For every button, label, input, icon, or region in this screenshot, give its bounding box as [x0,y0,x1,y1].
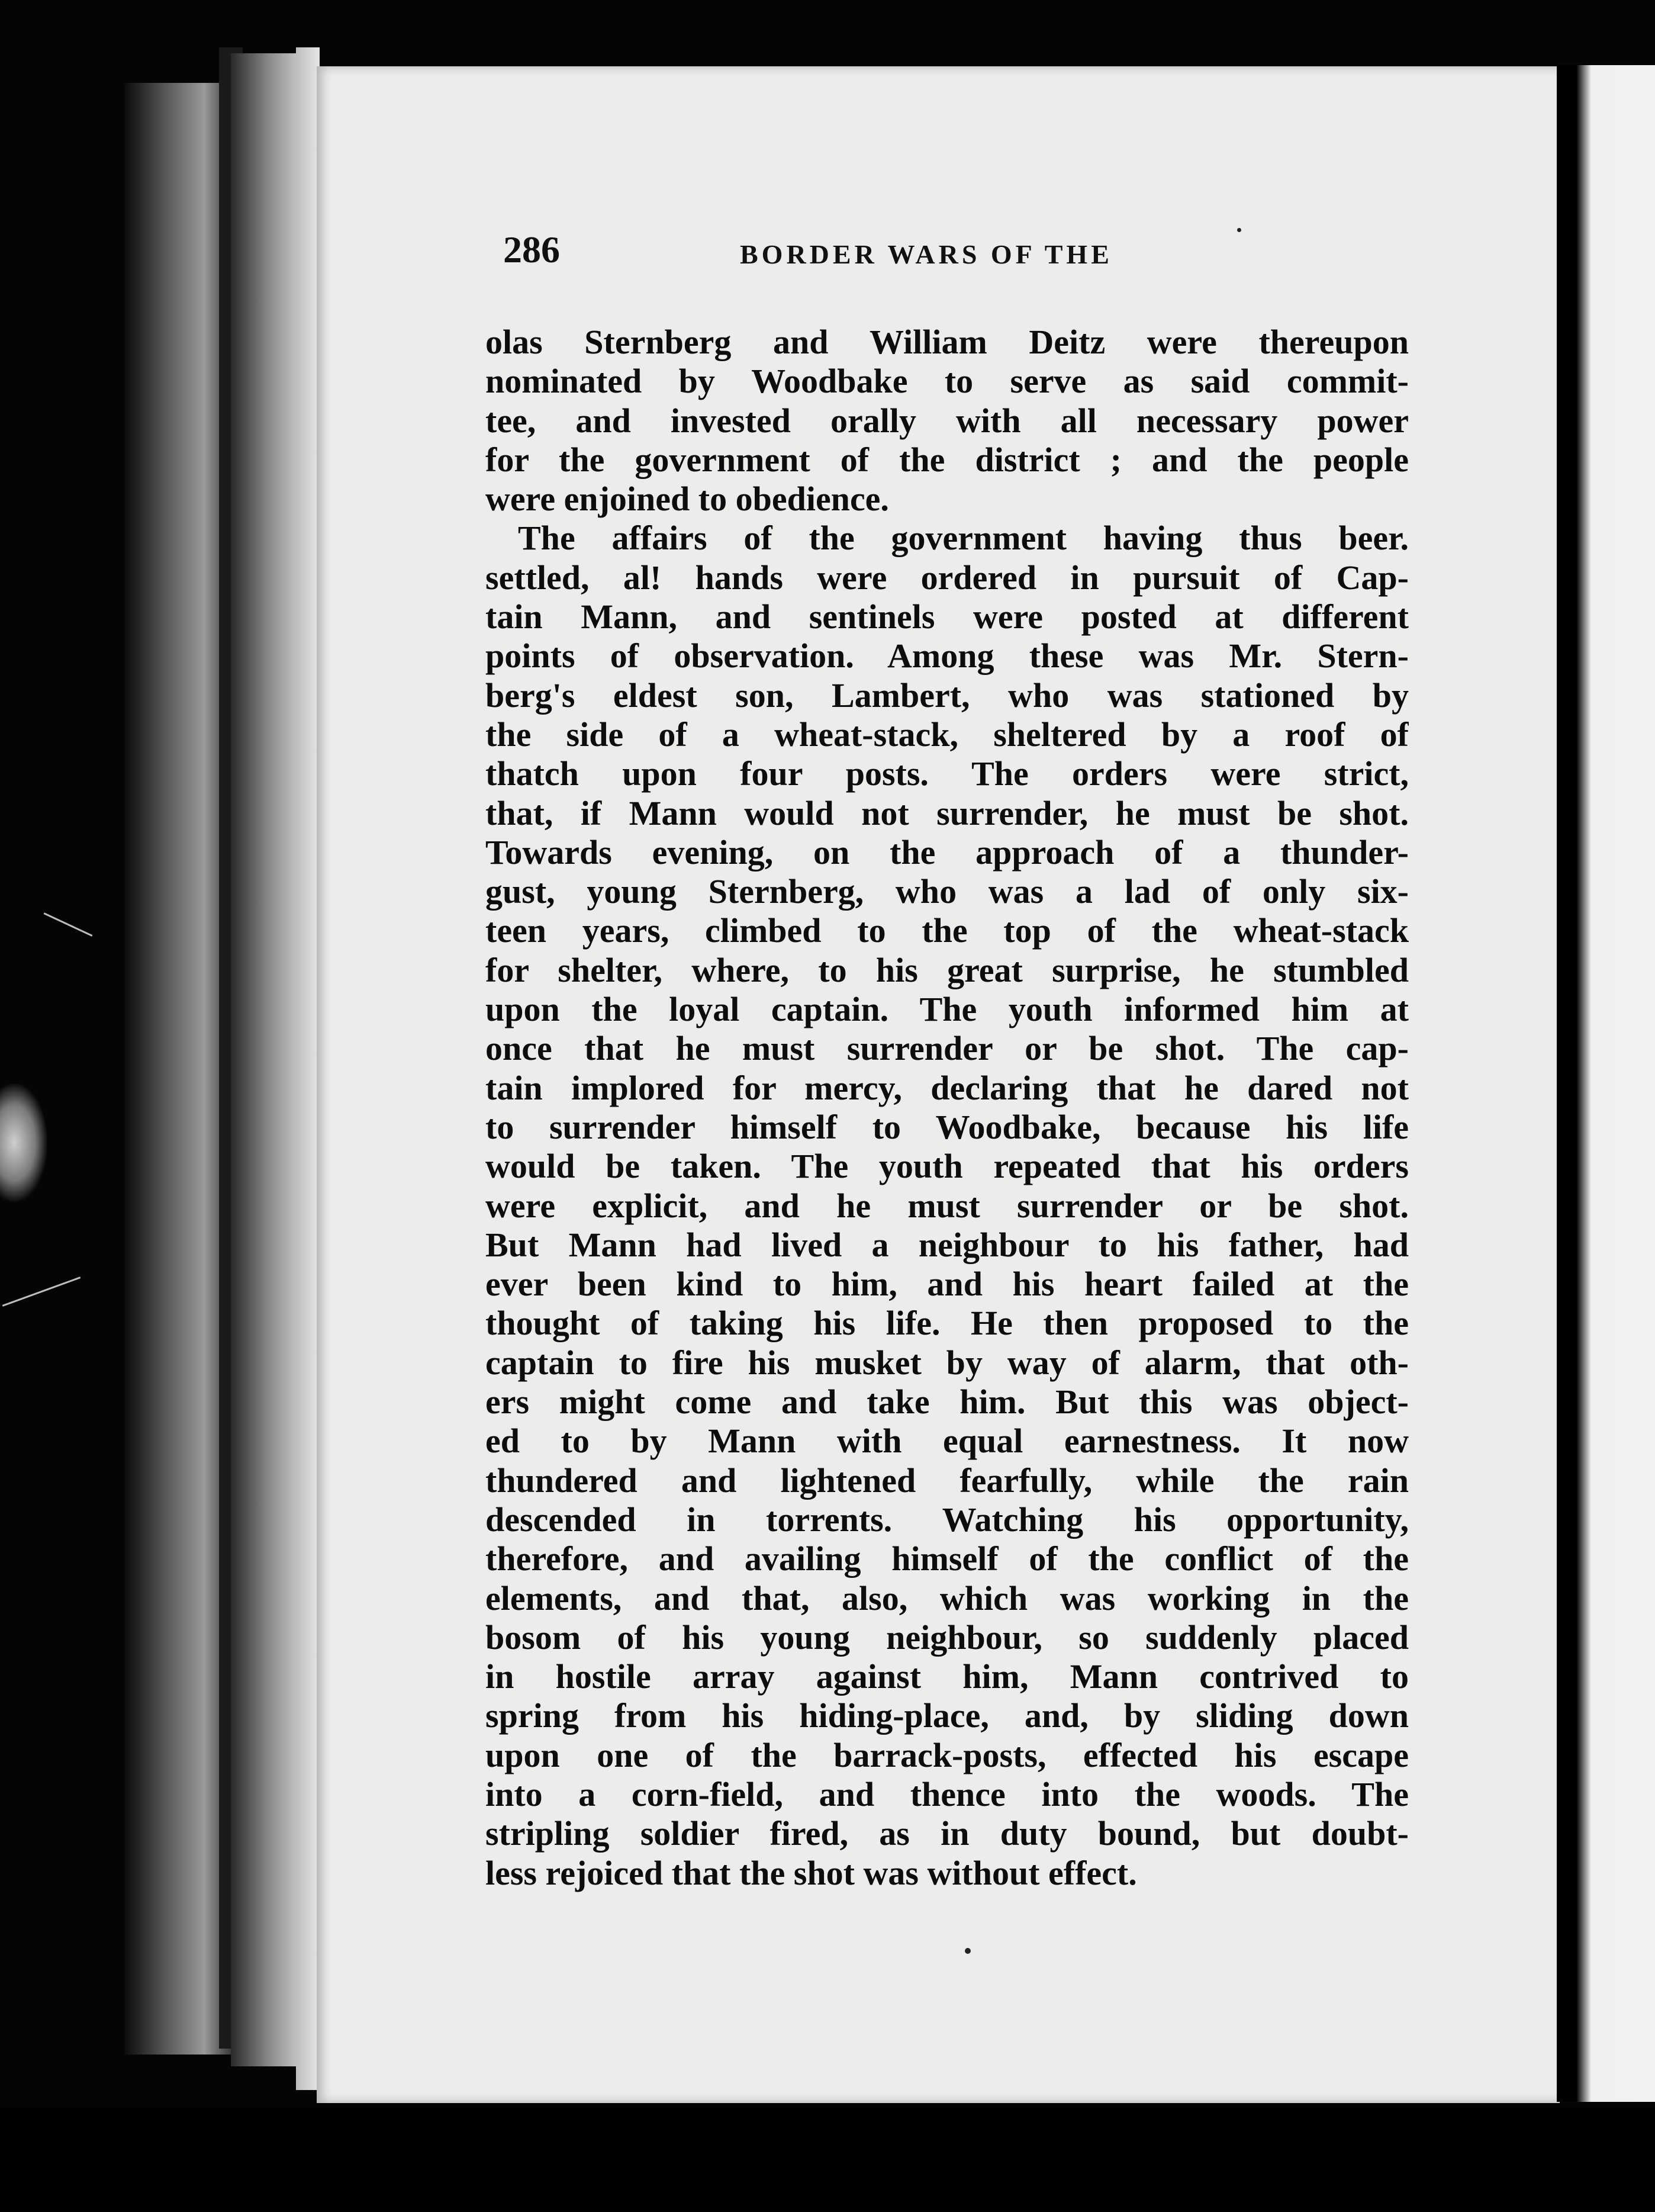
text-line: upon the loyal captain. The youth informed him at [485,990,1409,1029]
text-line: to surrender himself to Woodbake, because his life [485,1107,1409,1146]
page-header [503,228,1190,275]
text-line: upon one of the barrack-posts, effected his escape [485,1735,1409,1774]
ink-speck [1237,228,1241,232]
scratch-mark [44,912,93,937]
adjacent-page [1557,65,1655,2102]
text-line: bosom of his young neighbour, so suddenly placed [485,1618,1409,1657]
text-line: thundered and lightened fearfully, while the rain [485,1461,1409,1500]
text-line: less rejoiced that the shot was without effect. [485,1853,1137,1892]
smudge [0,1084,47,1202]
text-line: spring from his hiding-place, and, by sliding down [485,1696,1409,1735]
page-fold [296,47,320,2090]
text-line: teen years, climbed to the top of the wheat-stack [485,911,1409,950]
text-line: tee, and invested orally with all necessary power [485,401,1409,440]
text-line: ed to by Mann with equal earnestness. It now [485,1422,1409,1461]
text-line: berg's eldest son, Lambert, who was stationed by [485,676,1409,715]
page-stack-edge [124,83,231,2055]
text-line: olas Sternberg and William Deitz were thereupon [485,323,1409,361]
text-line: elements, and that, also, which was working in the [485,1578,1409,1618]
text-line: points of observation. Among these was Mr. Stern- [485,636,1409,676]
text-line: But Mann had lived a neighbour to his father, had [485,1225,1409,1264]
text-line: captain to fire his musket by way of alarm, that oth- [485,1343,1409,1382]
text-line: gust, young Sternberg, who was a lad of only six- [485,872,1409,911]
text-line: for shelter, where, to his great surprise, he stumbled [485,950,1409,989]
text-line: in hostile array against him, Mann contrived to [485,1657,1409,1696]
text-line: into a corn-field, and thence into the woods. The [485,1774,1409,1814]
text-line: settled, al! hands were ordered in pursuit of Cap- [485,558,1409,597]
text-line: ers might come and take him. But this was object- [485,1382,1409,1422]
text-line: stripling soldier fired, as in duty bound, but doubt- [485,1814,1409,1853]
text-line: once that he must surrender or be shot. The cap- [485,1029,1409,1068]
text-line: would be taken. The youth repeated that his orders [485,1147,1409,1186]
text-line: the side of a wheat-stack, sheltered by a roof of [485,715,1409,754]
body-text [485,323,1409,1893]
text-line: descended in torrents. Watching his opportunity, [485,1500,1409,1539]
ink-speck [965,1948,971,1954]
text-line: thought of taking his life. He then proposed to the [485,1304,1409,1343]
text-line: Towards evening, on the approach of a thunder- [485,832,1409,872]
text-line: that, if Mann would not surrender, he must be shot. [485,793,1409,832]
text-line: The affairs of the government having thus beer. [518,519,1409,558]
text-line: thatch upon four posts. The orders were strict, [485,754,1409,793]
text-line: were explicit, and he must surrender or be shot. [485,1186,1409,1225]
text-line: tain implored for mercy, declaring that he dared not [485,1068,1409,1107]
scratch-mark [2,1277,81,1307]
page-number: 286 [503,229,560,271]
text-line: tain Mann, and sentinels were posted at different [485,597,1409,636]
text-line: nominated by Woodbake to serve as said commit- [485,362,1409,401]
text-line: were enjoined to obedience. [485,480,889,519]
text-line: therefore, and availing himself of the conflict of the [485,1539,1409,1578]
text-line: ever been kind to him, and his heart failed at the [485,1265,1409,1304]
scan-background [0,2108,1655,2212]
text-line: for the government of the district ; and the people [485,440,1409,479]
running-head: BORDER WARS OF THE [740,239,1113,269]
